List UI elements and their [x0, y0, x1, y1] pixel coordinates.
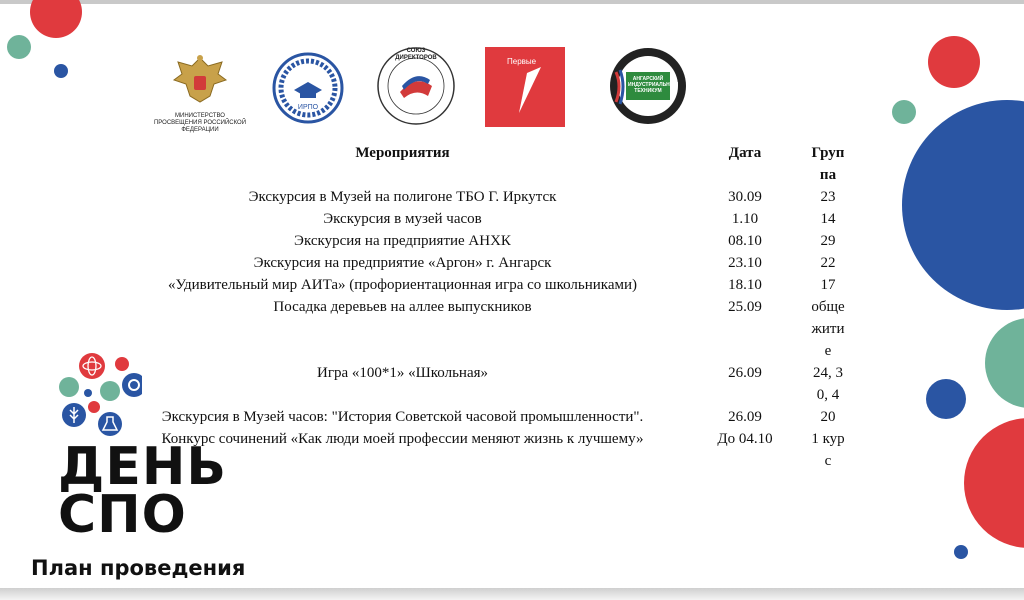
- group-cell: 14: [820, 211, 836, 227]
- decor-circle-red-right: [928, 36, 980, 88]
- event-cell: Экскурсия в Музей на полигоне ТБО Г. Иркутск: [248, 189, 557, 205]
- table-row: [125, 230, 846, 252]
- header-group: Группа: [811, 145, 845, 183]
- date-cell: 18.10: [728, 277, 762, 293]
- header-date: Дата: [728, 145, 762, 161]
- den-spo-line2: СПО: [58, 485, 187, 545]
- date-cell: 23.10: [728, 255, 762, 271]
- college-caption: АНГАРСКИЙ ИНДУСТРИАЛЬНЫЙ ТЕХНИКУМ: [628, 76, 679, 94]
- table-row: [125, 252, 846, 274]
- events-table: [125, 142, 846, 472]
- group-cell: общежитие: [811, 299, 845, 359]
- table-row: [125, 428, 846, 472]
- decor-circle-teal-large: [985, 318, 1024, 408]
- table-row: [125, 208, 846, 230]
- pervye-label: Первые: [507, 57, 537, 66]
- group-cell: 20: [820, 409, 836, 425]
- date-cell: 1.10: [731, 211, 759, 227]
- table-row: [125, 362, 846, 406]
- irpo-emblem-icon: [272, 52, 344, 124]
- leaf-icon: [100, 381, 120, 401]
- plan-title: План проведения: [31, 556, 246, 580]
- event-cell: «Удивительный мир АИТа» (профориентационная игра со школьниками): [167, 277, 638, 293]
- double-headed-eagle-icon: [152, 52, 248, 108]
- college-logo: [608, 42, 688, 130]
- table-row: [125, 186, 846, 208]
- table-row: [125, 296, 846, 362]
- irpo-caption: ИРПО: [297, 104, 319, 111]
- den-spo-line1: ДЕНЬ: [58, 437, 227, 497]
- decor-circle-navy-top: [54, 64, 68, 78]
- union-caption: СОЮЗ ДИРЕКТОРОВ: [395, 48, 437, 61]
- pervye-logo: [485, 47, 565, 127]
- event-cell: Экскурсия на предприятие АНХК: [294, 233, 511, 249]
- window-top-border: [0, 0, 1024, 4]
- date-cell: 25.09: [728, 299, 762, 315]
- date-cell: 26.09: [728, 365, 762, 381]
- decor-circle-navy-small: [954, 545, 968, 559]
- date-cell: 30.09: [728, 189, 762, 205]
- event-cell: Экскурсия в музей часов: [323, 211, 482, 227]
- date-cell: До 04.10: [717, 431, 773, 447]
- decor-circle-blue-large: [902, 100, 1024, 310]
- event-cell: Экскурсия в Музей часов: "История Советской часовой промышленности".: [161, 409, 644, 425]
- decor-circle-red-large: [964, 418, 1024, 548]
- group-cell: 23: [820, 189, 836, 205]
- group-cell: 22: [820, 255, 836, 271]
- ministry-logo: [152, 52, 248, 133]
- union-directors-logo: [376, 46, 456, 126]
- decor-circle-teal-right: [892, 100, 916, 124]
- den-spo-title: [58, 437, 227, 545]
- pervye-arrow-icon: [485, 47, 565, 127]
- decor-circle-red-top: [30, 0, 82, 38]
- irpo-logo: [272, 52, 344, 124]
- event-cell: Игра «100*1» «Школьная»: [316, 365, 488, 381]
- flask-icon: [98, 412, 122, 436]
- decor-circle-navy-mid: [926, 379, 966, 419]
- decor-circle-teal-top: [7, 35, 31, 59]
- group-cell: 17: [820, 277, 836, 293]
- event-cell: Экскурсия на предприятие «Аргон» г. Ангарск: [253, 255, 552, 271]
- event-cell: Конкурс сочинений «Как люди моей профессии меняют жизнь к лучшему»: [161, 431, 644, 447]
- table-row: [125, 274, 846, 296]
- date-cell: 08.10: [728, 233, 762, 249]
- group-cell: 29: [820, 233, 836, 249]
- event-cell: Посадка деревьев на аллее выпускников: [273, 299, 532, 315]
- group-cell: 24, 30, 4: [813, 365, 843, 403]
- table-header-row: [125, 142, 846, 186]
- date-cell: 26.09: [728, 409, 762, 425]
- group-cell: 1 курс: [811, 431, 845, 469]
- ministry-caption: МИНИСТЕРСТВО ПРОСВЕЩЕНИЯ РОССИЙСКОЙ ФЕДЕРАЦИИ: [153, 113, 247, 133]
- header-event: Мероприятия: [355, 145, 450, 161]
- table-row: [125, 406, 846, 428]
- den-spo-icons-cluster: [52, 352, 142, 444]
- window-bottom-border: [0, 588, 1024, 600]
